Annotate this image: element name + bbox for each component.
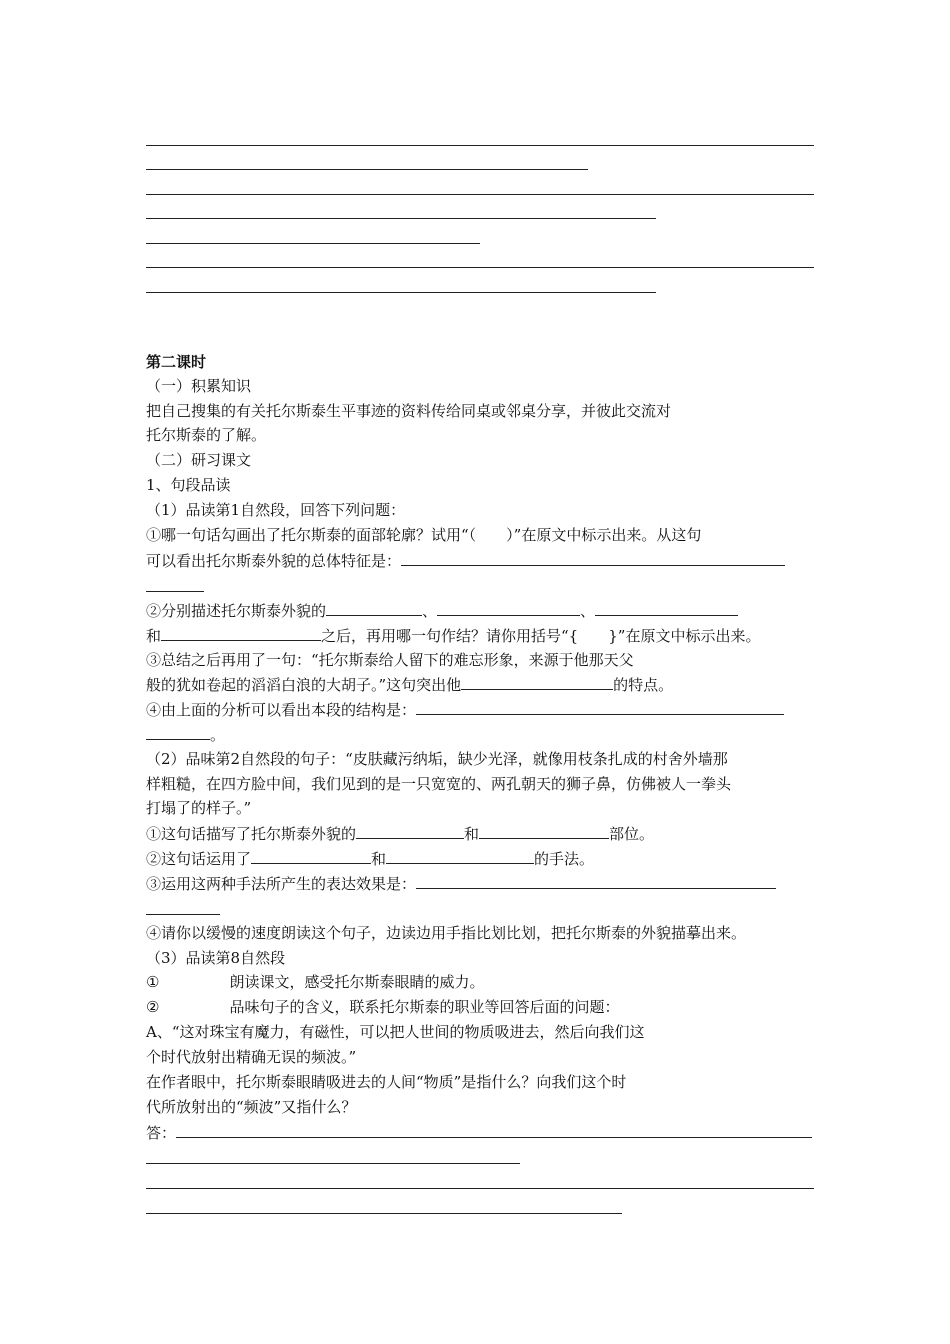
question-line [146, 824, 654, 843]
list-item [146, 973, 484, 991]
answer-blank[interactable] [161, 626, 321, 641]
answer-blank[interactable] [461, 675, 613, 690]
answer-line [146, 591, 204, 592]
question-line: 代所放射出的“频波”又指什么？ [146, 1098, 357, 1116]
section-heading: （一）积累知识 [146, 377, 252, 395]
separator: 、 [580, 602, 596, 620]
answer-blank[interactable] [479, 824, 609, 839]
answer-blank[interactable] [386, 849, 534, 864]
question-text: 的特点。 [613, 676, 674, 694]
question-text: 可以看出托尔斯泰外貌的总体特征是： [146, 552, 402, 570]
question-line [146, 551, 785, 570]
answer-blank[interactable] [595, 601, 738, 616]
part-title: （1）品读第1自然段，回答下列问题： [146, 501, 406, 519]
answer-blank[interactable] [176, 1123, 812, 1138]
question-text: ②这句话运用了 [146, 850, 252, 868]
quote-line: A、“这对珠宝有魔力，有磁性，可以把人世间的物质吸进去，然后向我们这 [146, 1023, 645, 1041]
question-text: ④由上面的分析可以看出本段的结构是： [146, 701, 417, 719]
question-line [146, 601, 738, 620]
question-text: 般的犹如卷起的滔滔白浪的大胡子。”这句突出他 [146, 676, 462, 694]
part-title: （3）品读第8自然段 [146, 949, 286, 967]
question-line: ①哪一句话勾画出了托尔斯泰的面部轮廓？试用“（ ）”在原文中标示出来。从这句 [146, 526, 702, 544]
answer-line [146, 914, 220, 915]
answer-line [146, 194, 814, 195]
answer-line [146, 267, 814, 268]
question-text: 和 [371, 850, 387, 868]
subsection-heading: 1、句段品读 [146, 476, 231, 494]
part-title: 样粗糙，在四方脸中间，我们见到的是一只宽宽的、两孔朝天的狮子鼻，仿佛被人一拳头 [146, 775, 732, 793]
part-title: （2）品味第2自然段的句子：“皮肤藏污纳垢，缺少光泽，就像用枝条扎成的村舍外墙那 [146, 750, 728, 768]
question-line [146, 675, 673, 694]
part-title: 打塌了的样子。” [146, 799, 252, 817]
answer-line [146, 1188, 814, 1189]
question-line: ③总结之后再用了一句：“托尔斯泰给人留下的难忘形象，来源于他那天父 [146, 651, 634, 669]
lesson-title: 第二课时 [146, 353, 207, 371]
answer-blank[interactable] [326, 601, 422, 616]
question-text: 和 [464, 825, 480, 843]
question-text: ②分别描述托尔斯泰外貌的 [146, 602, 327, 620]
answer-blank[interactable] [416, 874, 776, 889]
question-line [146, 874, 776, 893]
question-line: ④请你以缓慢的速度朗读这个句子，边读边用手指比划比划，把托尔斯泰的外貌描摹出来。 [146, 924, 747, 942]
list-item [146, 998, 619, 1016]
answer-label: 答： [146, 1124, 177, 1142]
item-text: 品味句子的含义，联系托尔斯泰的职业等回答后面的问题： [229, 998, 620, 1016]
item-number: ① [146, 973, 160, 991]
answer-blank[interactable] [251, 849, 371, 864]
answer-blank[interactable] [437, 601, 580, 616]
question-line: 在作者眼中，托尔斯泰眼睛吸进去的人间“物质”是指什么？向我们这个时 [146, 1073, 627, 1091]
answer-blank[interactable] [416, 700, 784, 715]
quote-line: 个时代放射出精确无误的频波。” [146, 1048, 357, 1066]
section-heading: （二）研习课文 [146, 451, 252, 469]
answer-line [146, 243, 480, 244]
item-text: 朗读课文，感受托尔斯泰眼睛的威力。 [229, 973, 485, 991]
answer-line [146, 1213, 622, 1214]
answer-line [146, 145, 814, 146]
question-text: 之后，再用哪一句作结？请你用括号“{ }”在原文中标示出来。 [321, 627, 761, 645]
question-text: ①这句话描写了托尔斯泰外貌的 [146, 825, 357, 843]
question-line [146, 725, 225, 744]
answer-blank[interactable] [401, 551, 785, 566]
item-number: ② [146, 998, 160, 1016]
question-text: 部位。 [609, 825, 655, 843]
separator: 、 [422, 602, 438, 620]
question-text: 的手法。 [534, 850, 595, 868]
question-line [146, 626, 760, 645]
paragraph-line: 把自己搜集的有关托尔斯泰生平事迹的资料传给同桌或邻桌分享，并彼此交流对 [146, 402, 672, 420]
question-text: 。 [210, 726, 226, 744]
answer-line [146, 292, 656, 293]
question-line [146, 849, 594, 868]
question-text: 和 [146, 627, 162, 645]
answer-line [146, 218, 656, 219]
question-line [146, 700, 784, 719]
answer-line [146, 169, 588, 170]
answer-line [146, 1163, 520, 1164]
answer-blank[interactable] [146, 725, 210, 740]
answer-blank[interactable] [356, 824, 464, 839]
paragraph-line: 托尔斯泰的了解。 [146, 426, 267, 444]
question-text: ③运用这两种手法所产生的表达效果是： [146, 875, 417, 893]
answer-row [146, 1123, 812, 1142]
